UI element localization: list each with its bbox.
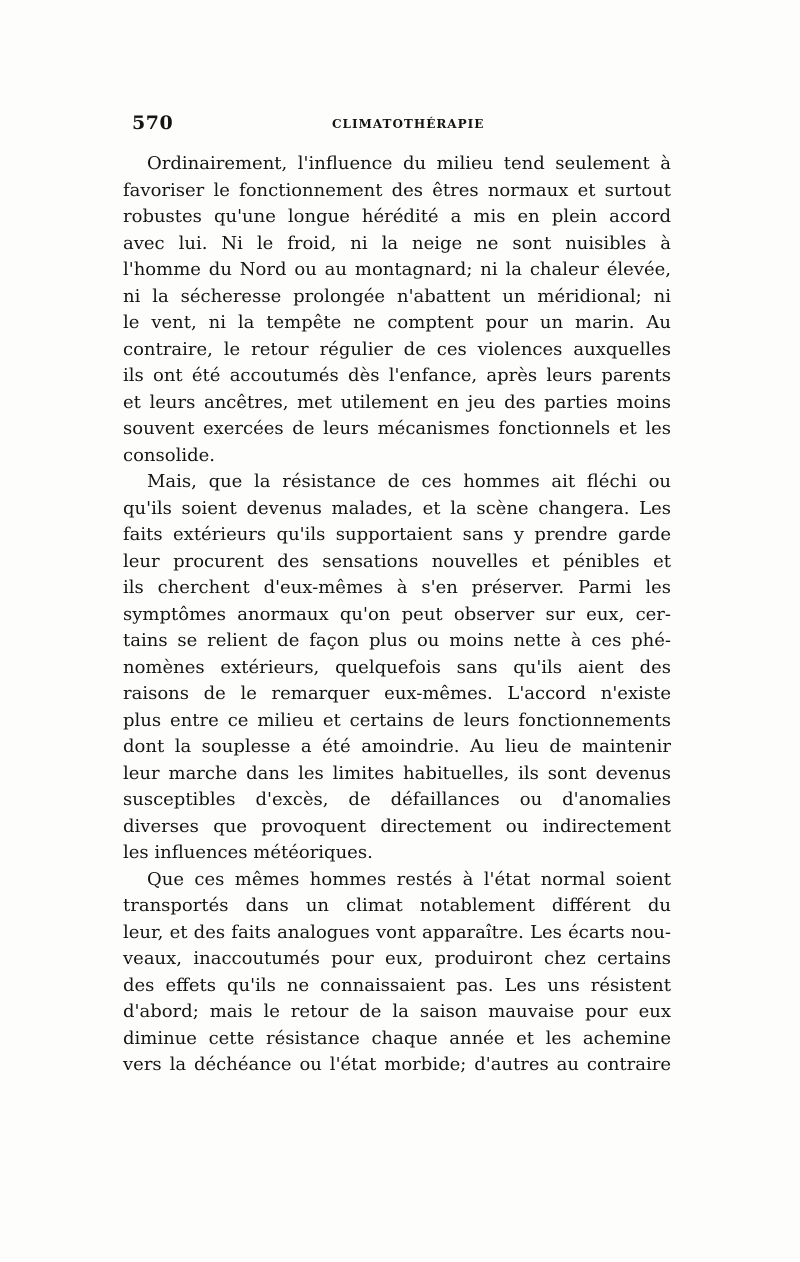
text-line: consolide. [123,444,215,466]
text-line: diverses que provoquent directement ou indirectement [123,815,671,837]
text-line: ils ont été accoutumés dès l'enfance, après leurs parents [123,365,671,386]
text-line: plus entre ce milieu et certains de leurs fonctionnements [123,709,671,731]
text-line: robustes qu'une longue hérédité a mis en plein accord [123,206,671,227]
paragraph-1 [123,151,671,469]
page-number: 570 [132,112,174,134]
text-line: d'abord; mais le retour de la saison mauvaise pour eux [123,1001,671,1022]
text-line: l'homme du Nord ou au montagnard; ni la chaleur élevée, [123,259,671,280]
text-line: ni la sécheresse prolongée n'abattent un méridional; ni [123,285,671,307]
text-line: souvent exercées de leurs mécanismes fonctionnels et les [123,418,671,439]
text-line: qu'ils soient devenus malades, et la scène changera. Les [123,497,671,519]
text-line: dont la souplesse a été amoindrie. Au lieu de maintenir [123,736,671,757]
text-line: diminue cette résistance chaque année et les achemine [123,1027,671,1049]
text-line: veaux, inaccoutumés pour eux, produiront chez certains [123,948,671,969]
text-line: tains se relient de façon plus ou moins nette à ces phé- [123,630,671,651]
text-line: des effets qu'ils ne connaissaient pas. Les uns résistent [123,974,671,996]
text-line: raisons de le remarquer eux-mêmes. L'accord n'existe [123,683,671,704]
text-line: transportés dans un climat notablement différent du [123,895,671,916]
text-line: contraire, le retour régulier de ces violences auxquelles [123,338,671,360]
text-line: symptômes anormaux qu'on peut observer sur eux, cer- [123,603,671,625]
text-line: les influences météoriques. [123,842,373,863]
text-line: favoriser le fonctionnement des êtres normaux et surtout [123,179,671,201]
paragraph-3 [123,867,671,1079]
text-line: faits extérieurs qu'ils supportaient sans y prendre garde [123,524,671,545]
text-line: Ordinairement, l'influence du milieu tend seulement à [147,153,671,174]
text-line: et leurs ancêtres, met utilement en jeu des parties moins [123,391,671,413]
running-title: CLIMATOTHÉRAPIE [332,117,485,131]
text-line: leur marche dans les limites habituelles, ils sont devenus [123,762,671,784]
text-line: vers la déchéance ou l'état morbide; d'autres au contraire [123,1054,671,1075]
text-line: Que ces mêmes hommes restés à l'état normal soient [147,868,671,890]
paragraph-2 [123,469,671,867]
page-header [132,112,672,136]
text-line: Mais, que la résistance de ces hommes ait fléchi ou [147,471,671,492]
text-line: leur procurent des sensations nouvelles et pénibles et [123,550,671,572]
text-line: le vent, ni la tempête ne comptent pour un marin. Au [123,312,671,333]
text-line: nomènes extérieurs, quelquefois sans qu'ils aient des [123,656,671,678]
text-line: avec lui. Ni le froid, ni la neige ne sont nuisibles à [123,232,671,254]
text-line: ils cherchent d'eux-mêmes à s'en préserver. Parmi les [123,577,671,598]
text-line: susceptibles d'excès, de défaillances ou d'anomalies [123,789,671,810]
body-text [123,151,671,1079]
text-line: leur, et des faits analogues vont apparaître. Les écarts nou- [123,921,671,943]
